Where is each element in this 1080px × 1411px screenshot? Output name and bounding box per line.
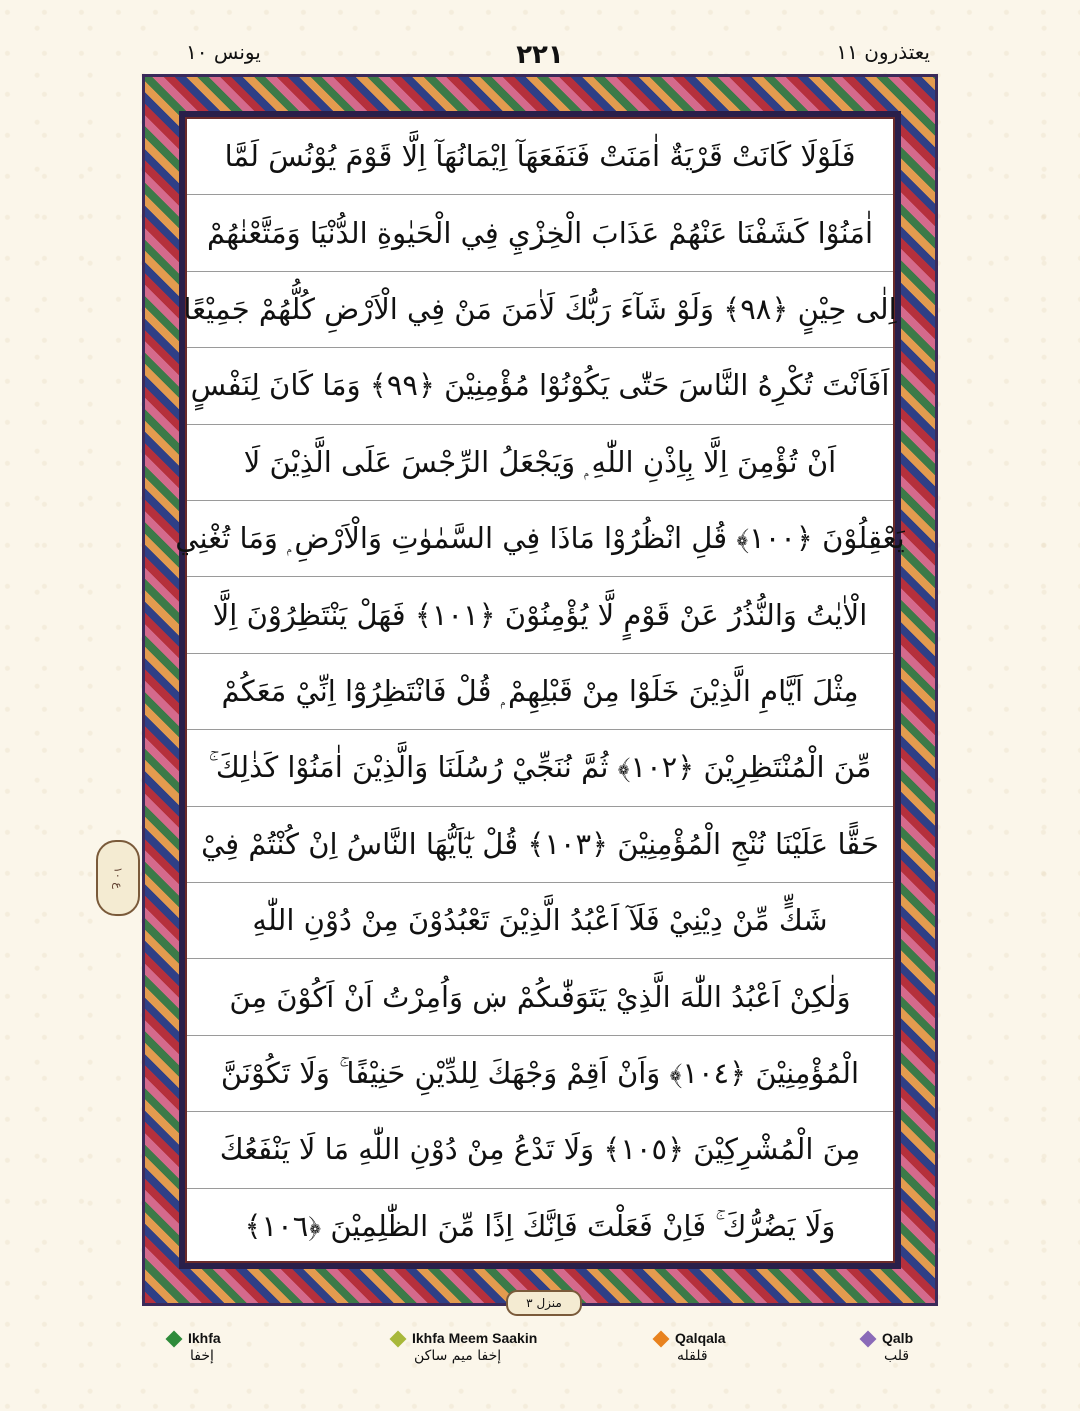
text-line: حَقًّا عَلَيْنَا نُنْجِ الْمُؤْمِنِيْنَ ﴿١٠٣﴾ قُلْ يٰٓاَيُّهَا النَّاسُ اِنْ كُنْتُمْ فِيْ <box>187 807 893 883</box>
text-line: اِلٰى حِيْنٍ ﴿٩٨﴾ وَلَوْ شَآءَ رَبُّكَ لَاٰمَنَ مَنْ فِي الْاَرْضِ كُلُّهُمْ جَمِيْعًا <box>187 272 893 348</box>
page-number: ٢٢١ <box>516 40 564 70</box>
juz-name: يعتذرون ١١ <box>836 40 930 64</box>
text-line: مِّنَ الْمُنْتَظِرِيْنَ ﴿١٠٢﴾ ثُمَّ نُنَجِّيْ رُسُلَنَا وَالَّذِيْنَ اٰمَنُوْا كَذٰلِكَ ۚ <box>187 730 893 806</box>
legend-item-qalb: Qalb قلب <box>862 1330 913 1364</box>
text-line: فَلَوْلَا كَانَتْ قَرْيَةٌ اٰمَنَتْ فَنَفَعَهَآ اِيْمَانُهَآ اِلَّا قَوْمَ يُوْنُسَ لَمَّا <box>187 119 893 195</box>
legend-item-qalqala: Qalqala قلقله <box>655 1330 726 1364</box>
decorative-frame <box>142 74 938 1306</box>
quran-text-box <box>175 117 905 1263</box>
diamond-icon <box>653 1331 670 1348</box>
text-line: شَكٍّ مِّنْ دِيْنِيْ فَلَآ اَعْبُدُ الَّذِيْنَ تَعْبُدُوْنَ مِنْ دُوْنِ اللّٰهِ <box>187 883 893 959</box>
tajweed-legend <box>0 1324 1080 1411</box>
text-line: يَعْقِلُوْنَ ﴿١٠٠﴾ قُلِ انْظُرُوْا مَاذَا فِي السَّمٰوٰتِ وَالْاَرْضِ ۭ وَمَا تُغْنِي <box>187 501 893 577</box>
ruku-marker: ع ١٠ <box>96 840 140 916</box>
text-line: الْمُؤْمِنِيْنَ ﴿١٠٤﴾ وَاَنْ اَقِمْ وَجْهَكَ لِلدِّيْنِ حَنِيْفًا ۚ وَلَا تَكُوْنَنَّ <box>187 1036 893 1112</box>
manzil-marker: منزل ٣ <box>506 1290 582 1316</box>
text-line: وَلَا يَضُرُّكَ ۚ فَاِنْ فَعَلْتَ فَاِنَّكَ اِذًا مِّنَ الظّٰلِمِيْنَ ﴿١٠٦﴾ <box>244 1209 836 1244</box>
diamond-icon <box>166 1331 183 1348</box>
diamond-icon <box>390 1331 407 1348</box>
text-line: اَنْ تُؤْمِنَ اِلَّا بِاِذْنِ اللّٰهِ ۭ وَيَجْعَلُ الرِّجْسَ عَلَى الَّذِيْنَ لَا <box>187 425 893 501</box>
text-line: اَفَاَنْتَ تُكْرِهُ النَّاسَ حَتّٰى يَكُوْنُوْا مُؤْمِنِيْنَ ﴿٩٩﴾ وَمَا كَانَ لِنَفْسٍ <box>187 348 893 424</box>
diamond-icon <box>860 1331 877 1348</box>
surah-name: يونس ١٠ <box>186 40 261 64</box>
text-line: مِثْلَ اَيَّامِ الَّذِيْنَ خَلَوْا مِنْ قَبْلِهِمْ ۭ قُلْ فَانْتَظِرُوْٓا اِنِّيْ مَعَكُمْ <box>187 654 893 730</box>
text-line: وَلٰكِنْ اَعْبُدُ اللّٰهَ الَّذِيْ يَتَوَفّٰىكُمْ ښ وَاُمِرْتُ اَنْ اَكُوْنَ مِنَ <box>187 959 893 1035</box>
text-line: الْاٰيٰتُ وَالنُّذُرُ عَنْ قَوْمٍ لَّا يُؤْمِنُوْنَ ﴿١٠١﴾ فَهَلْ يَنْتَظِرُوْنَ اِلَّا <box>187 577 893 653</box>
legend-item-ikhfa: Ikhfa إخفا <box>168 1330 221 1364</box>
legend-item-ikhfa-meem-saakin: Ikhfa Meem Saakin إخفا ميم ساكن <box>392 1330 537 1364</box>
text-line: مِنَ الْمُشْرِكِيْنَ ﴿١٠٥﴾ وَلَا تَدْعُ مِنْ دُوْنِ اللّٰهِ مَا لَا يَنْفَعُكَ <box>187 1112 893 1188</box>
text-line: اٰمَنُوْا كَشَفْنَا عَنْهُمْ عَذَابَ الْخِزْيِ فِي الْحَيٰوةِ الدُّنْيَا وَمَتَّعْنٰهُمْ <box>187 195 893 271</box>
